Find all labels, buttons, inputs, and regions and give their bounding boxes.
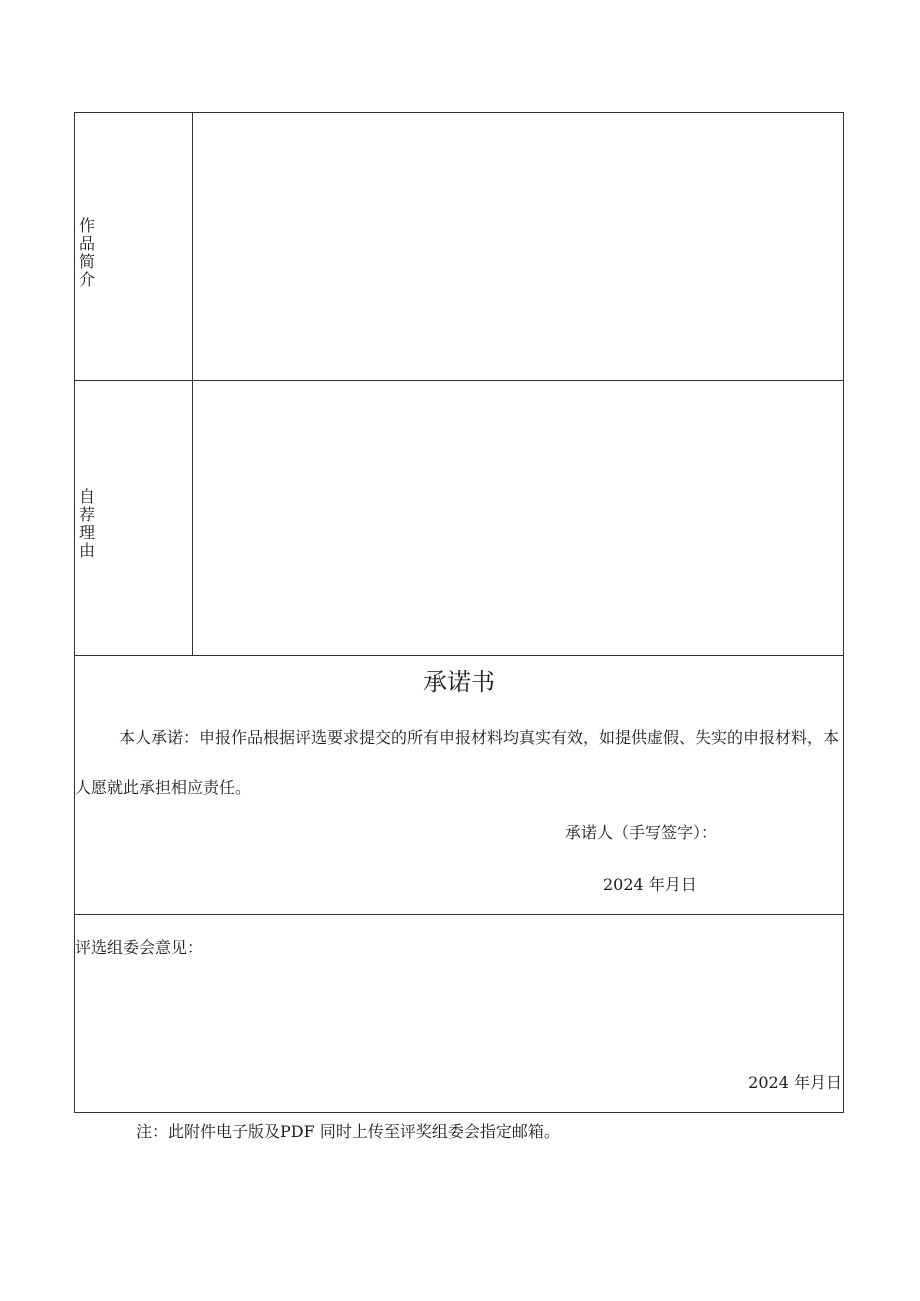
footnote-pdf: PDF (280, 1122, 315, 1141)
footnote (136, 1120, 560, 1144)
row-divider-pledge-committee (75, 914, 843, 915)
footnote-prefix: 注：此附件电子版及 (136, 1122, 281, 1141)
work-intro-field[interactable] (193, 113, 843, 380)
self-recommendation-field[interactable] (193, 381, 843, 655)
pledge-date-year: 2024 (603, 875, 644, 894)
application-form-table (74, 112, 844, 1113)
work-intro-label: 作品简介 (79, 216, 96, 289)
pledge-title: 承诺书 (423, 668, 495, 696)
pledge-date-suffix: 年月日 (648, 875, 697, 894)
pledge-text: 本人承诺：申报作品根据评选要求提交的所有申报材料均真实有效，如提供虚假、失实的申报材料，本人愿就此承担相应责任。 (75, 728, 840, 797)
committee-date-suffix: 年月日 (793, 1073, 842, 1092)
pledge-signature-label: 承诺人（手写签字）： (565, 823, 718, 842)
committee-opinion-field[interactable] (75, 963, 843, 1063)
footnote-suffix: 同时上传至评奖组委会指定邮箱。 (319, 1122, 560, 1141)
pledge-date (603, 873, 697, 897)
committee-date-year: 2024 (748, 1073, 789, 1092)
committee-date (748, 1071, 842, 1095)
committee-opinion-label: 评选组委会意见： (75, 938, 204, 957)
self-recommendation-label: 自荐理由 (79, 487, 96, 560)
row-divider-reason-pledge (75, 655, 843, 656)
